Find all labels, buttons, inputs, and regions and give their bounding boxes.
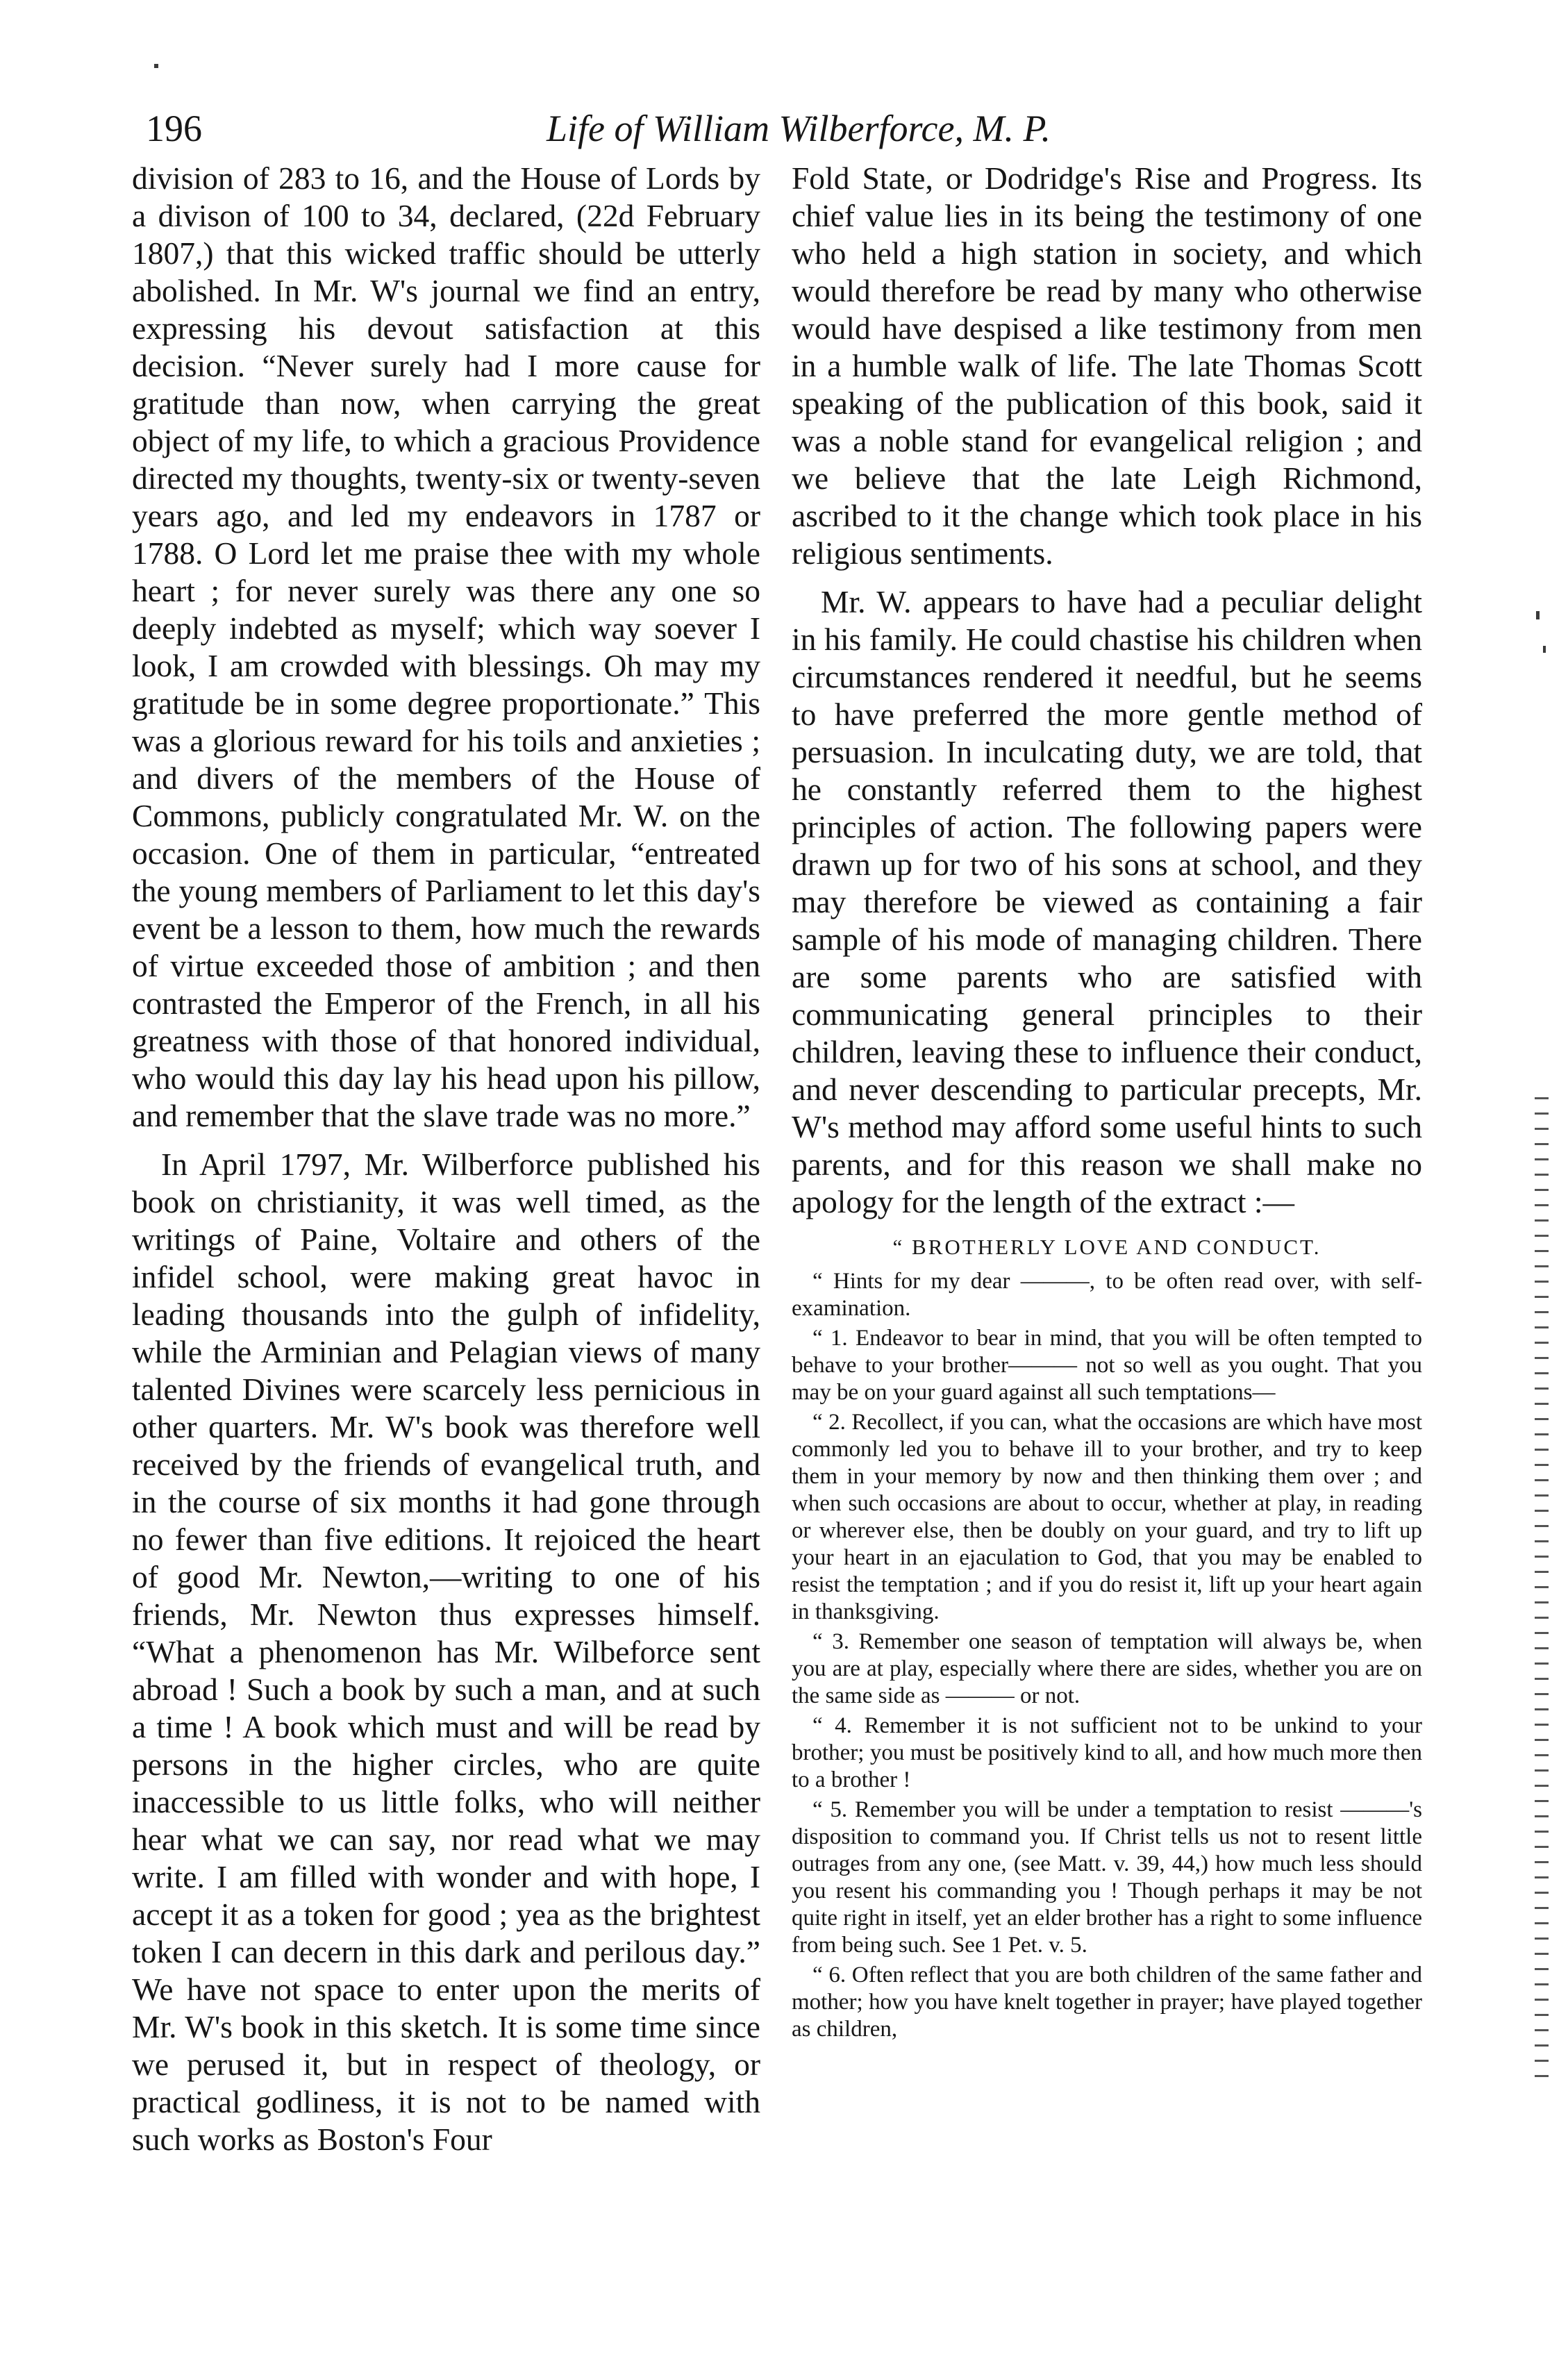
right-column	[792, 160, 1422, 2046]
extract-item: “ 5. Remember you will be under a temptation to resist ———'s disposition to command you. If Christ tells us not to resent little outrages from any one, (see Matt. v. 39, 44,) how much less should you resent his commanding you ! Though perhaps it may be not quite right in itself, yet an elder brother has a right to some influence from being such. See 1 Pet. v. 5.	[792, 1797, 1422, 1958]
body-paragraph: division of 283 to 16, and the House of Lords by a divison of 100 to 34, declared, (22d February 1807,) that this wicked traffic should be utterly abolished. In Mr. W's journal we find an entry, expressing his devout satisfaction at this decision. “Never surely had I more cause for gratitude than now, when carrying the great object of my life, to which a gracious Providence directed my thoughts, twenty-six or twenty-seven years ago, and led my endeavors in 1787 or 1788. O Lord let me praise thee with my whole heart ; for never surely was there any one so deeply indebted as myself; which way soever I look, I am crowded with blessings. Oh may my gratitude be in some degree proportionate.” This was a glorious reward for his toils and anxieties ; and divers of the members of the House of Commons, publicly congratulated Mr. W. on the occasion. One of them in particular, “entreated the young members of Parliament to let this day's event be a lesson to them, how much the rewards of virtue exceeded those of ambition ; and then contrasted the Emperor of the French, in all his greatness with those of that honored individual, who would this day lay his head upon his pillow, and remember that the slave trade was no more.”	[132, 160, 760, 1133]
body-paragraph: Fold State, or Dodridge's Rise and Progress. Its chief value lies in its being the testimony of one who held a high station in society, and which would therefore be read by many who otherwise would have despised a like testimony from men in a humble walk of life. The late Thomas Scott speaking of the publication of this book, said it was a noble stand for evangelical religion ; and we believe that the late Leigh Richmond, ascribed to it the change which took place in his religious sentiments.	[792, 160, 1422, 571]
extract-item: “ 6. Often reflect that you are both children of the same father and mother; how you have knelt together in prayer; have played together as children,	[792, 1962, 1422, 2042]
extract-item: “ 4. Remember it is not sufficient not to be unkind to your brother; you must be positively kind to all, and how much more then to a brother !	[792, 1713, 1422, 1792]
extract-item: “ 3. Remember one season of temptation will always be, when you are at play, especially where there are sides, whether you are on the same side as ——— or not.	[792, 1629, 1422, 1708]
scan-edge-smudge	[1535, 1097, 1549, 2083]
extract-item: “ 2. Recollect, if you can, what the occasions are which have most commonly led you to behave ill to your brother, and try to keep them in your memory by now and then thinking them over ; and when such occasions are about to occur, whether at play, in reading or wherever else, then be doubly on your guard, and try to lift up your heart in an ejaculation to God, that you may be enabled to resist the temptation ; and if you do resist it, lift up your heart again in thanksgiving.	[792, 1410, 1422, 1624]
extract-item: “ 1. Endeavor to bear in mind, that you will be often tempted to behave to your brother——— not so well as you ought. That you may be on your guard against all such temptations—	[792, 1326, 1422, 1405]
scan-speck	[154, 64, 158, 68]
page-number: 196	[146, 108, 202, 149]
running-title: Life of William Wilberforce, M. P.	[547, 108, 1051, 149]
body-paragraph: Mr. W. appears to have had a peculiar delight in his family. He could chastise his children when circumstances rendered it needful, but he seems to have preferred the more gentle method of persuasion. In inculcating duty, we are told, that he constantly referred them to the highest principles of action. The following papers were drawn up for two of his sons at school, and they may therefore be viewed as containing a fair sample of his mode of managing children. There are some parents who are satisfied with communicating general principles to their children, leaving these to influence their conduct, and never descending to particular precepts, Mr. W's method may afford some useful hints to such parents, and for this reason we shall make no apology for the length of the extract :—	[792, 584, 1422, 1219]
page-header	[146, 107, 1451, 156]
scan-speck	[1536, 611, 1540, 619]
extract-heading: “ BROTHERLY LOVE AND CONDUCT.	[892, 1235, 1321, 1259]
extract-item: “ Hints for my dear ———, to be often read over, with self-examination.	[792, 1269, 1422, 1321]
body-paragraph: In April 1797, Mr. Wilberforce published his book on christianity, it was well timed, as the writings of Paine, Voltaire and others of the infidel school, were making great havoc in leading thousands into the gulph of infidelity, while the Arminian and Pelagian views of many talented Divines were scarcely less pernicious in other quarters. Mr. W's book was therefore well received by the friends of evangelical truth, and in the course of six months it had gone through no fewer than five editions. It rejoiced the heart of good Mr. Newton,—writing to one of his friends, Mr. Newton thus expresses himself. “What a phenomenon has Mr. Wilbeforce sent abroad ! Such a book by such a man, and at such a time ! A book which must and will be read by persons in the higher circles, who are quite inaccessible to us little folks, who will neither hear what we can say, nor read what we may write. I am filled with wonder and with hope, I accept it as a token for good ; yea as the brightest token I can decern in this dark and perilous day.” We have not space to enter upon the merits of Mr. W's book in this sketch. It is some time since we perused it, but in respect of theology, or practical godliness, it is not to be named with such works as Boston's Four	[132, 1147, 760, 2157]
left-column	[132, 160, 760, 2169]
scan-speck	[1543, 646, 1546, 653]
